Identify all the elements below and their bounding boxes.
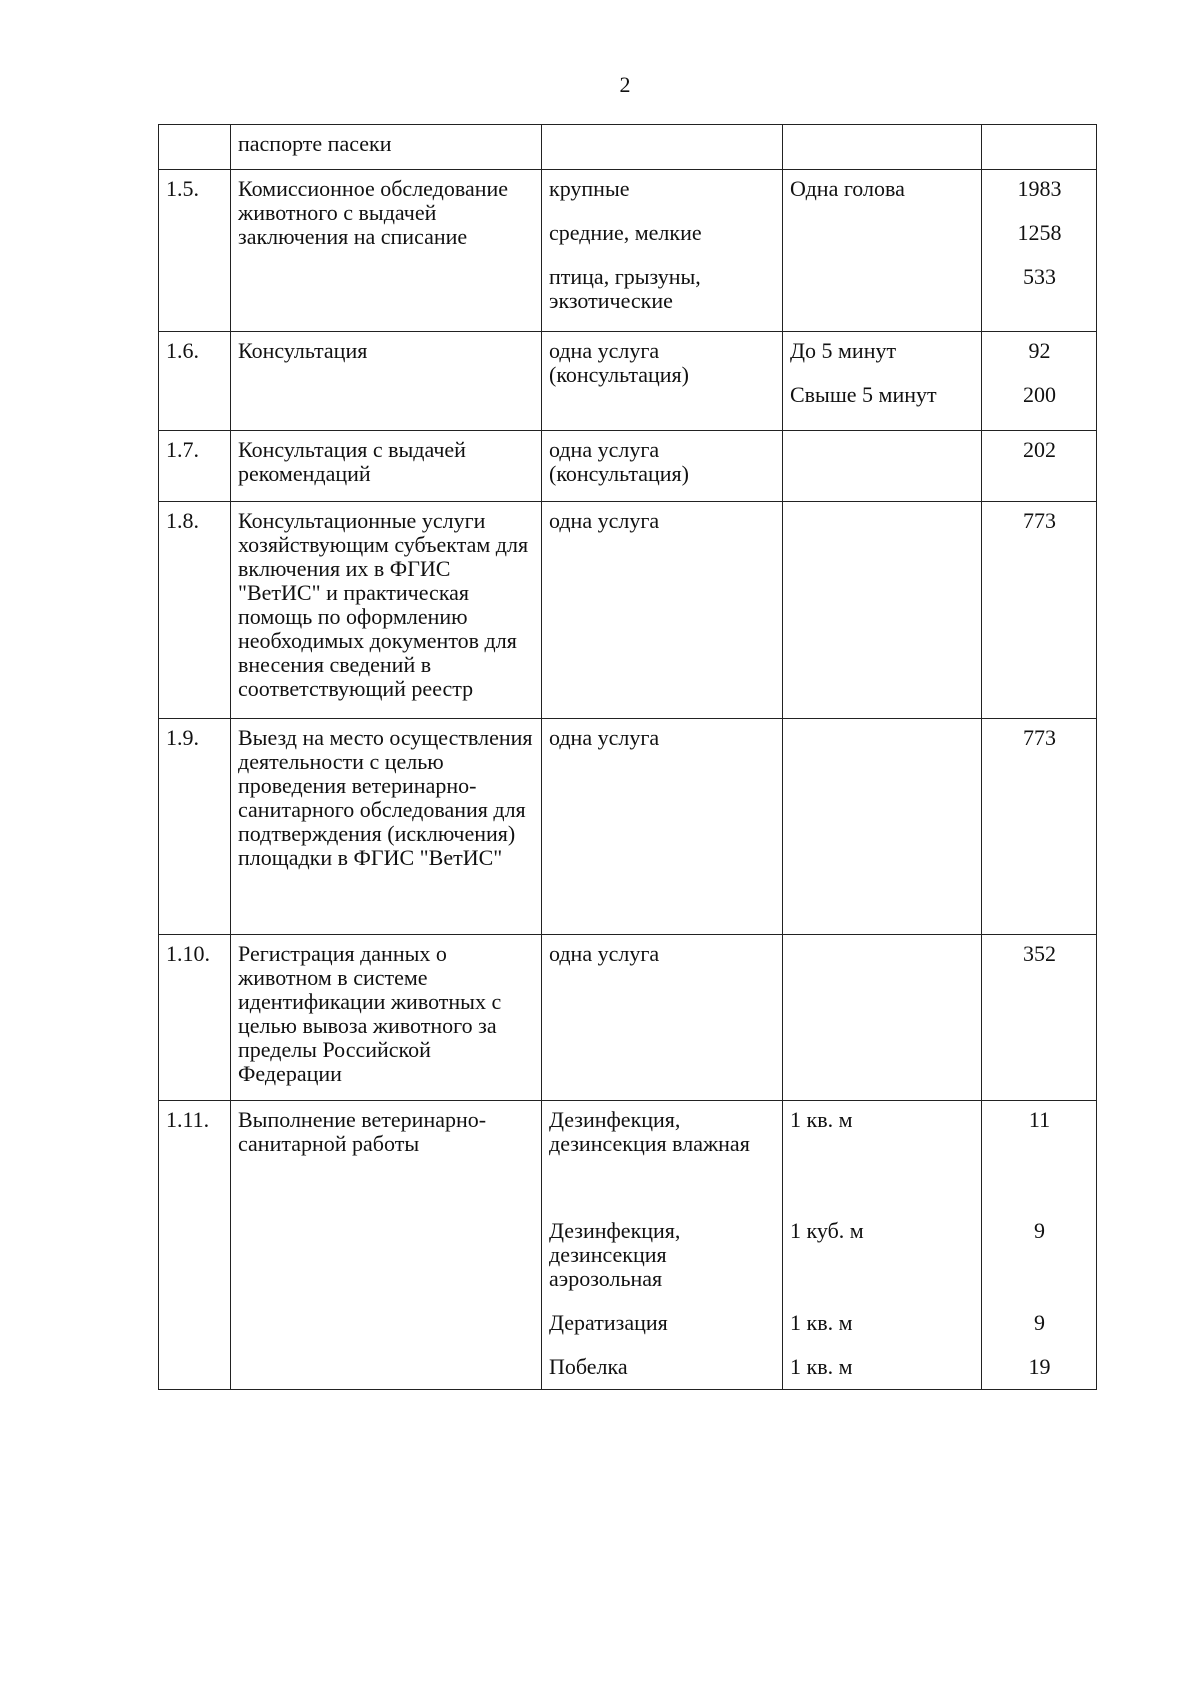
unit-option: Дезинфекция, дезинсекция аэрозольная xyxy=(549,1218,681,1291)
price-table xyxy=(158,124,1097,1390)
condition-cell xyxy=(783,332,982,431)
price-cell xyxy=(982,170,1097,332)
row-number xyxy=(159,125,231,170)
service-name: Регистрация данных о животном в системе идентификации животных с целью вывоза животного за пределы Российской Федерации xyxy=(231,935,542,1101)
unit-option: крупные xyxy=(549,176,630,201)
row-number: 1.8. xyxy=(159,502,231,719)
table-row xyxy=(159,431,1097,502)
row-number: 1.9. xyxy=(159,719,231,935)
price-cell xyxy=(982,332,1097,431)
price-cell: 773 xyxy=(982,502,1097,719)
price-value: 11 xyxy=(1028,1107,1051,1132)
row-number: 1.6. xyxy=(159,332,231,431)
condition-cell xyxy=(783,719,982,935)
price-cell: 352 xyxy=(982,935,1097,1101)
unit-cell: одна услуга xyxy=(542,502,783,719)
price-cell xyxy=(982,125,1097,170)
price-cell: 773 xyxy=(982,719,1097,935)
unit-cell xyxy=(542,170,783,332)
condition-option: 1 куб. м xyxy=(790,1218,864,1243)
condition-cell xyxy=(783,502,982,719)
price-value: 533 xyxy=(1023,264,1056,289)
price-cell xyxy=(982,1101,1097,1390)
condition-cell xyxy=(783,125,982,170)
price-value: 1983 xyxy=(1017,176,1062,201)
condition-option: 1 кв. м xyxy=(790,1354,853,1379)
price-value: 9 xyxy=(1034,1310,1045,1335)
row-number: 1.5. xyxy=(159,170,231,332)
condition-cell xyxy=(783,1101,982,1390)
row-number: 1.11. xyxy=(159,1101,231,1390)
unit-cell xyxy=(542,1101,783,1390)
unit-cell: одна услуга xyxy=(542,935,783,1101)
service-name: Выезд на место осуществления деятельности с целью проведения ветеринарно-санитарного обследования для подтверждения (исключения) площадки в ФГИС "ВетИС" xyxy=(231,719,542,935)
row-number: 1.10. xyxy=(159,935,231,1101)
condition-cell xyxy=(783,935,982,1101)
table-row xyxy=(159,332,1097,431)
table-row xyxy=(159,719,1097,935)
row-number: 1.7. xyxy=(159,431,231,502)
unit-option: Дератизация xyxy=(549,1310,668,1335)
unit-cell: одна услуга xyxy=(542,719,783,935)
price-cell: 202 xyxy=(982,431,1097,502)
table-row xyxy=(159,170,1097,332)
price-value: 92 xyxy=(1028,338,1051,363)
unit-cell: одна услуга (консультация) xyxy=(542,332,783,431)
service-name: Консультационные услуги хозяйствующим субъектам для включения их в ФГИС "ВетИС" и практическая помощь по оформлению необходимых документов для внесения сведений в соответствующий реестр xyxy=(231,502,542,719)
page-number: 2 xyxy=(619,72,631,97)
condition-option: 1 кв. м xyxy=(790,1310,853,1335)
service-name: Консультация xyxy=(231,332,542,431)
condition-cell: Одна голова xyxy=(783,170,982,332)
price-value: 1258 xyxy=(1017,220,1062,245)
condition-option: До 5 минут xyxy=(790,338,897,363)
price-value: 200 xyxy=(1023,382,1056,407)
unit-option: средние, мелкие xyxy=(549,220,702,245)
unit-option: Побелка xyxy=(549,1354,628,1379)
service-name: паспорте пасеки xyxy=(231,125,542,170)
unit-cell xyxy=(542,125,783,170)
table-row xyxy=(159,1101,1097,1390)
table-row xyxy=(159,502,1097,719)
service-name: Комиссионное обследование животного с выдачей заключения на списание xyxy=(231,170,542,332)
price-value: 9 xyxy=(1034,1218,1045,1243)
unit-option: Дезинфекция, дезинсекция влажная xyxy=(549,1107,750,1156)
condition-cell xyxy=(783,431,982,502)
unit-option: птица, грызуны, экзотические xyxy=(549,264,701,313)
table-row xyxy=(159,125,1097,170)
condition-option: 1 кв. м xyxy=(790,1107,853,1132)
condition-option: Свыше 5 минут xyxy=(790,382,937,407)
service-name: Консультация с выдачей рекомендаций xyxy=(231,431,542,502)
service-name: Выполнение ветеринарно-санитарной работы xyxy=(231,1101,542,1390)
table-row xyxy=(159,935,1097,1101)
unit-cell: одна услуга (консультация) xyxy=(542,431,783,502)
price-value: 19 xyxy=(1028,1354,1051,1379)
